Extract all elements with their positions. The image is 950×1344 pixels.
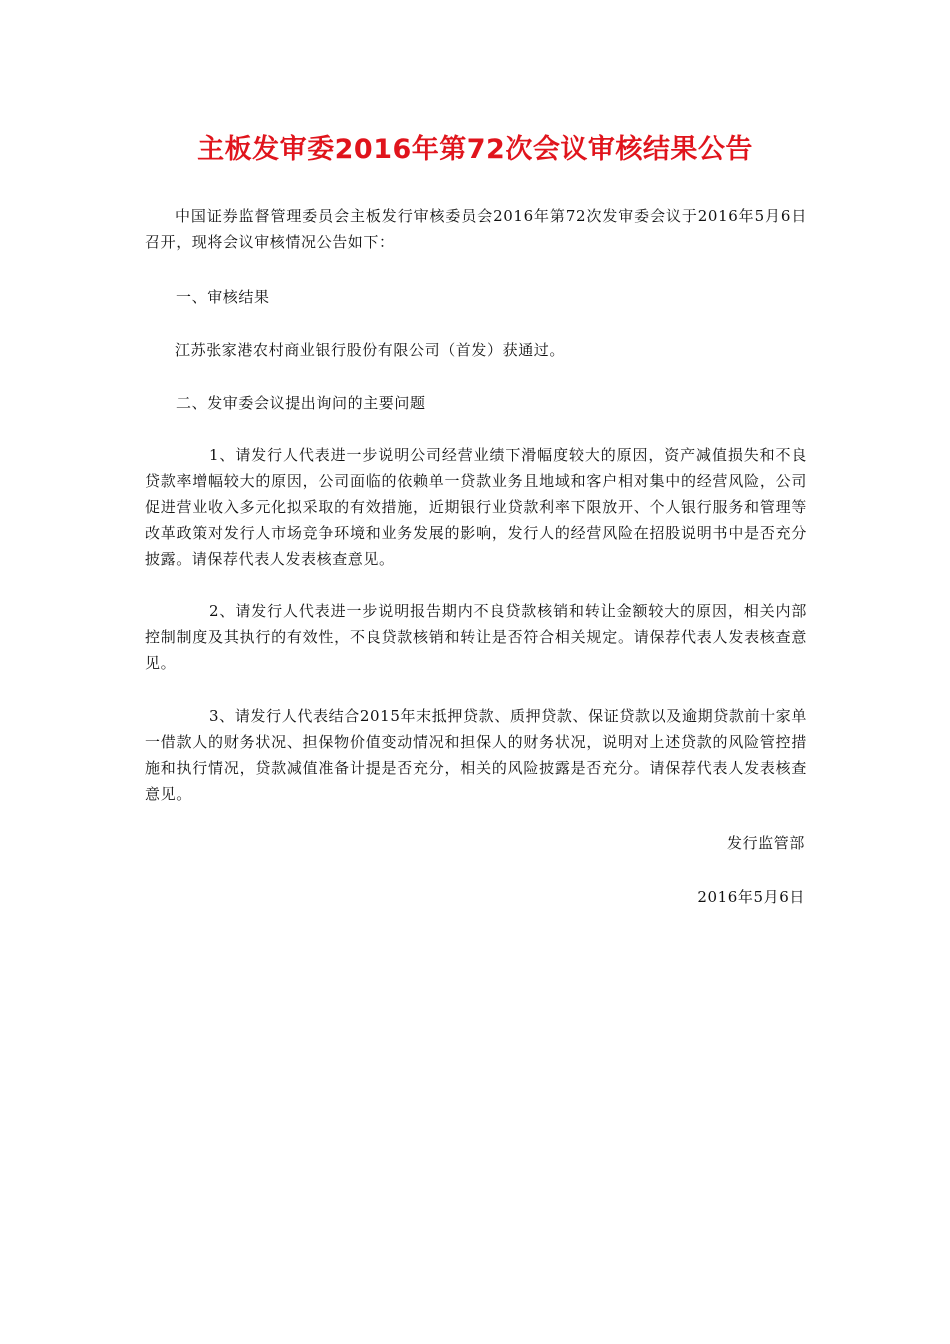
question-item-2: 2、请发行人代表进一步说明报告期内不良贷款核销和转让金额较大的原因，相关内部控制制度及其执行的有效性，不良贷款核销和转让是否符合相关规定。请保荐代表人发表核查意见。: [145, 602, 807, 672]
intro-paragraph: 中国证券监督管理委员会主板发行审核委员会2016年第72次发审委会议于2016年5月6日召开，现将会议审核情况公告如下：: [145, 207, 807, 251]
review-result-text: 江苏张家港农村商业银行股份有限公司（首发）获通过。: [175, 341, 566, 359]
signature-department: 发行监管部: [726, 834, 805, 852]
signature-date: 2016年5月6日: [697, 888, 805, 906]
section-heading-questions: 二、发审委会议提出询问的主要问题: [176, 394, 426, 412]
question-item-1: 1、请发行人代表进一步说明公司经营业绩下滑幅度较大的原因，资产减值损失和不良贷款率增幅较大的原因，公司面临的依赖单一贷款业务且地域和客户相对集中的经营风险，公司促进营业收入多元化拟采取的有效措施，近期银行业贷款利率下限放开、个人银行服务和管理等改革政策对发行人市场竞争环境和业务发展的影响，发行人的经营风险在招股说明书中是否充分披露。请保荐代表人发表核查意见。: [145, 446, 807, 568]
page-title: 主板发审委2016年第72次会议审核结果公告: [197, 134, 753, 165]
section-heading-review-result: 一、审核结果: [176, 288, 270, 306]
question-item-3: 3、请发行人代表结合2015年末抵押贷款、质押贷款、保证贷款以及逾期贷款前十家单一借款人的财务状况、担保物价值变动情况和担保人的财务状况，说明对上述贷款的风险管控措施和执行情况，贷款减值准备计提是否充分，相关的风险披露是否充分。请保荐代表人发表核查意见。: [145, 707, 807, 803]
